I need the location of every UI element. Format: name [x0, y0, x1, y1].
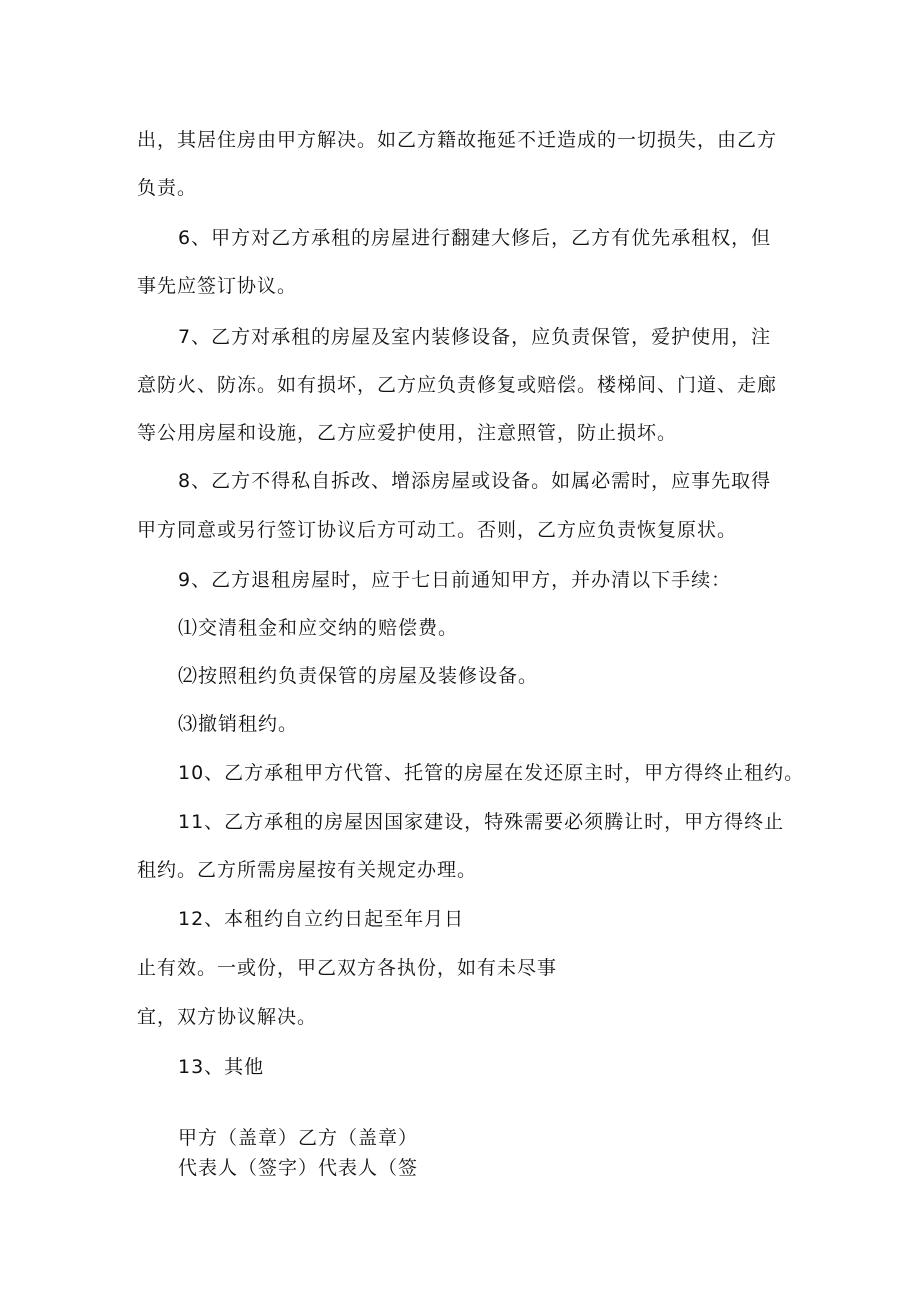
- clause-8-line-2: 甲方同意或另行签订协议后方可动工。否则，乙方应负责恢复原状。: [137, 519, 738, 541]
- clause-8-line-1: 8、乙方不得私自拆改、增添房屋或设备。如属必需时，应事先取得: [178, 470, 772, 492]
- clause-12-line-3: 宜，双方协议解决。: [137, 1006, 318, 1028]
- clause-9-line-1: 9、乙方退租房屋时，应于七日前通知甲方，并办清以下手续：: [178, 569, 732, 591]
- clause-12-line-1: 12、本租约自立约日起至年月日: [178, 908, 465, 930]
- clause-11-line-2: 租约。乙方所需房屋按有关规定办理。: [137, 859, 478, 881]
- signature-line-1: 甲方（盖章）乙方（盖章）: [178, 1127, 419, 1149]
- clause-11-line-1: 11、乙方承租的房屋因国家建设，特殊需要必须腾让时，甲方得终止: [178, 811, 785, 833]
- clause-9-item-2: ⑵按照租约负责保管的房屋及装修设备。: [178, 665, 539, 687]
- text-line: 负责。: [137, 177, 198, 199]
- clause-6-line-1: 6、甲方对乙方承租的房屋进行翻建大修后，乙方有优先承租权，但: [178, 227, 772, 249]
- clause-10-line-1: 10、乙方承租甲方代管、托管的房屋在发还原主时，甲方得终止租约。: [178, 762, 805, 784]
- clause-6-line-2: 事先应签订协议。: [137, 275, 298, 297]
- text-line: 出，其居住房由甲方解决。如乙方籍故拖延不迁造成的一切损失，由乙方: [137, 129, 778, 151]
- clause-13-line-1: 13、其他: [178, 1056, 265, 1078]
- clause-12-line-2: 止有效。一或份，甲乙双方各执份，如有未尽事: [137, 957, 558, 979]
- clause-7-line-2: 意防火、防冻。如有损坏，乙方应负责修复或赔偿。楼梯间、门道、走廊: [137, 374, 778, 396]
- clause-7-line-1: 7、乙方对承租的房屋及室内装修设备，应负责保管，爱护使用，注: [178, 326, 772, 348]
- signature-line-2: 代表人（签字）代表人（签: [178, 1157, 419, 1179]
- clause-9-item-1: ⑴交清租金和应交纳的赔偿费。: [178, 617, 459, 639]
- clause-9-item-3: ⑶撤销租约。: [178, 713, 299, 735]
- clause-7-line-3: 等公用房屋和设施，乙方应爱护使用，注意照管，防止损坏。: [137, 422, 678, 444]
